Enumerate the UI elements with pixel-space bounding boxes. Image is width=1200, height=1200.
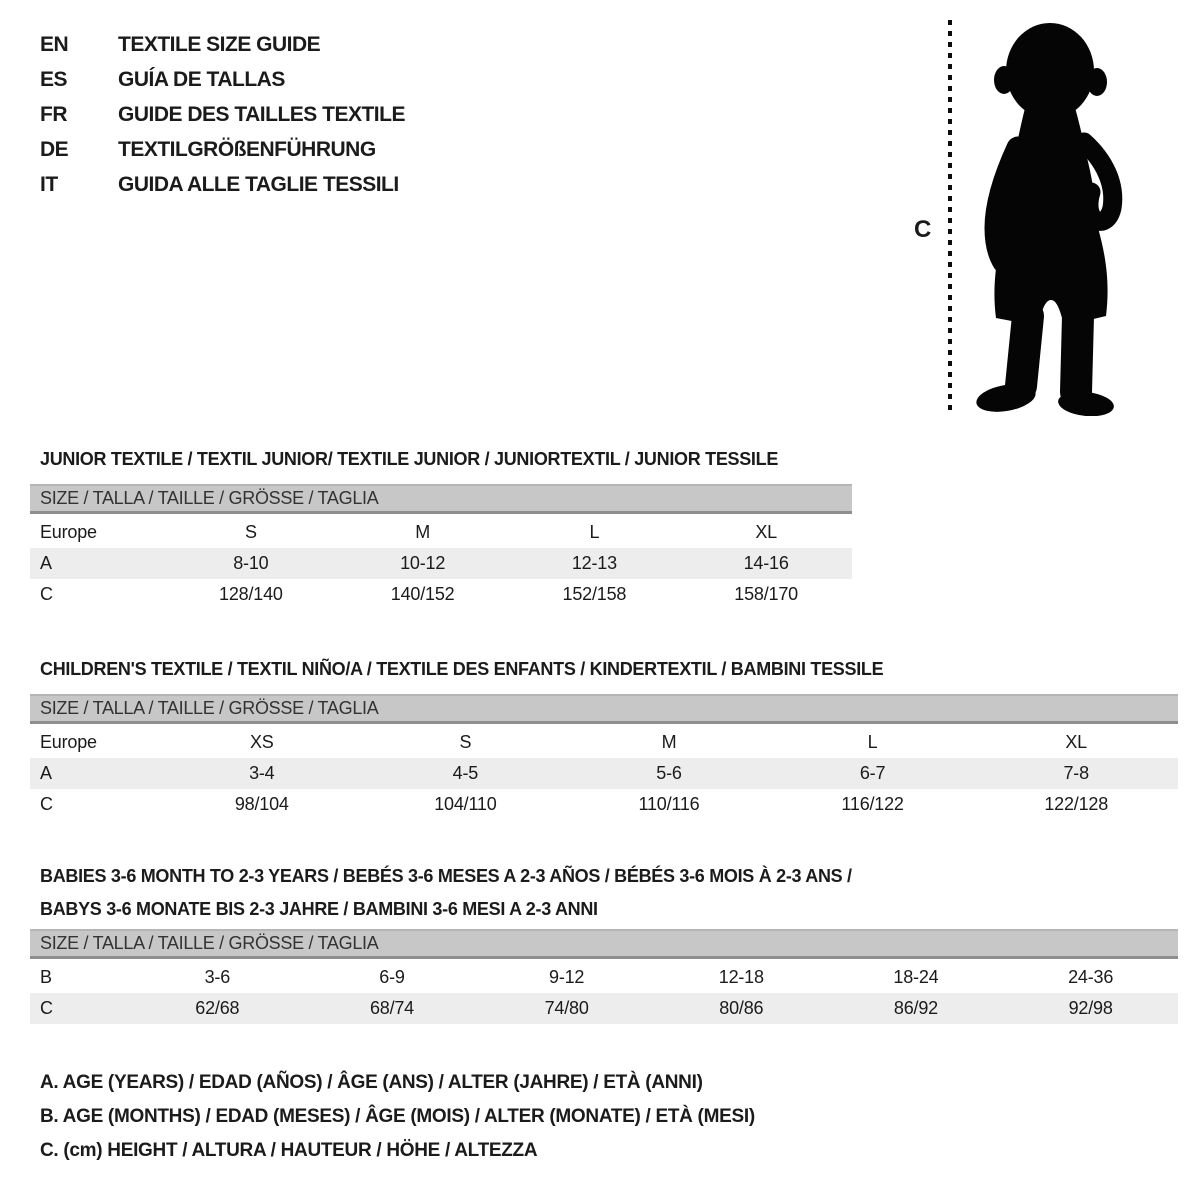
height-cell: 110/116 [638,794,700,814]
table-row [30,789,1178,820]
children-size-header: SIZE / TALLA / TAILLE / GRÖSSE / TAGLIA [30,694,1178,724]
legend-line-a: A. AGE (YEARS) / EDAD (AÑOS) / ÂGE (ANS) / ALTER (JAHRE) / ETÀ (ANNI) [40,1072,703,1093]
babies-size-table [30,962,1178,1024]
babies-size-header: SIZE / TALLA / TAILLE / GRÖSSE / TAGLIA [30,929,1178,959]
size-cell: S [244,522,257,542]
row-label: C [40,584,53,604]
toddler-silhouette-icon [966,14,1136,416]
measure-label-c: C [914,216,932,243]
lang-code-fr: FR [40,102,67,126]
age-cell: 3-6 [204,967,231,987]
age-cell: 5-6 [656,763,682,783]
age-cell: 14-16 [743,553,789,573]
lang-title-en: TEXTILE SIZE GUIDE [118,32,321,56]
row-label: Europe [40,732,97,752]
height-cell: 158/170 [734,584,798,604]
age-cell: 18-24 [893,967,939,987]
row-label: C [40,998,53,1018]
height-cell: 92/98 [1068,998,1113,1018]
junior-size-table [30,517,852,610]
height-cell: 86/92 [893,998,938,1018]
age-cell: 8-10 [233,553,269,573]
row-label: A [40,553,52,573]
age-cell: 6-9 [379,967,405,987]
height-cell: 62/68 [195,998,240,1018]
lang-title-es: GUÍA DE TALLAS [118,67,285,91]
lang-row-fr [40,97,405,132]
size-cell: XL [755,522,777,542]
height-dashed-line [946,18,954,418]
height-cell: 104/110 [434,794,497,814]
height-cell: 152/158 [562,584,627,604]
age-cell: 12-13 [571,553,617,573]
size-cell: M [661,732,677,752]
table-row [30,727,1178,758]
lang-row-it [40,167,405,202]
lang-row-en [40,27,405,62]
children-section-title: CHILDREN'S TEXTILE / TEXTIL NIÑO/A / TEXTILE DES ENFANTS / KINDERTEXTIL / BAMBINI TESSILE [40,658,884,679]
size-cell: S [459,732,472,752]
junior-size-header: SIZE / TALLA / TAILLE / GRÖSSE / TAGLIA [30,484,852,514]
height-cell: 122/128 [1044,794,1109,814]
row-label: B [40,967,52,987]
table-row [30,962,1178,993]
lang-title-fr: GUIDE DES TAILLES TEXTILE [118,102,405,126]
legend-block [40,1066,755,1168]
age-cell: 10-12 [400,553,446,573]
junior-section-title: JUNIOR TEXTILE / TEXTIL JUNIOR/ TEXTILE JUNIOR / JUNIORTEXTIL / JUNIOR TESSILE [40,448,779,469]
babies-section-title-line2: BABYS 3-6 MONATE BIS 2-3 JAHRE / BAMBINI 3-6 MESI A 2-3 ANNI [40,898,598,919]
babies-table-block [30,929,1178,1024]
age-cell: 24-36 [1068,967,1114,987]
age-cell: 12-18 [718,967,764,987]
size-cell: M [415,522,431,542]
height-cell: 74/80 [544,998,589,1018]
table-row [30,758,1178,789]
legend-line-b: B. AGE (MONTHS) / EDAD (MESES) / ÂGE (MOIS) / ALTER (MONATE) / ETÀ (MESI) [40,1106,755,1127]
lang-title-de: TEXTILGRÖßENFÜHRUNG [118,137,376,161]
size-cell: L [867,732,878,752]
age-cell: 7-8 [1063,763,1089,783]
language-title-block [40,27,405,202]
age-cell: 4-5 [452,763,479,783]
size-cell: XS [249,732,274,752]
height-cell: 128/140 [219,584,283,604]
lang-code-es: ES [40,67,68,91]
size-cell: L [589,522,600,542]
lang-title-it: GUIDA ALLE TAGLIE TESSILI [118,172,399,196]
children-table-block [30,694,1178,820]
lang-row-de [40,132,405,167]
lang-code-en: EN [40,32,69,56]
height-cell: 140/152 [390,584,455,604]
table-row [30,993,1178,1024]
height-cell: 98/104 [234,794,289,814]
lang-row-es [40,62,405,97]
table-row [30,517,852,548]
age-cell: 6-7 [859,763,886,783]
children-size-table [30,727,1178,820]
table-row [30,579,852,610]
table-row [30,548,852,579]
row-label: A [40,763,52,783]
row-label: Europe [40,522,97,542]
lang-code-it: IT [40,172,58,196]
babies-section-title-line1: BABIES 3-6 MONTH TO 2-3 YEARS / BEBÉS 3-6 MESES A 2-3 AÑOS / BÉBÉS 3-6 MOIS À 2-3 ANS / [40,865,852,886]
size-cell: XL [1065,732,1087,752]
junior-table-block [30,484,852,610]
legend-line-c: C. (cm) HEIGHT / ALTURA / HAUTEUR / HÖHE / ALTEZZA [40,1140,538,1161]
age-cell: 9-12 [549,967,585,987]
row-label: C [40,794,53,814]
height-cell: 116/122 [841,794,904,814]
height-cell: 80/86 [719,998,764,1018]
height-cell: 68/74 [369,998,414,1018]
lang-code-de: DE [40,137,69,161]
age-cell: 3-4 [249,763,275,783]
